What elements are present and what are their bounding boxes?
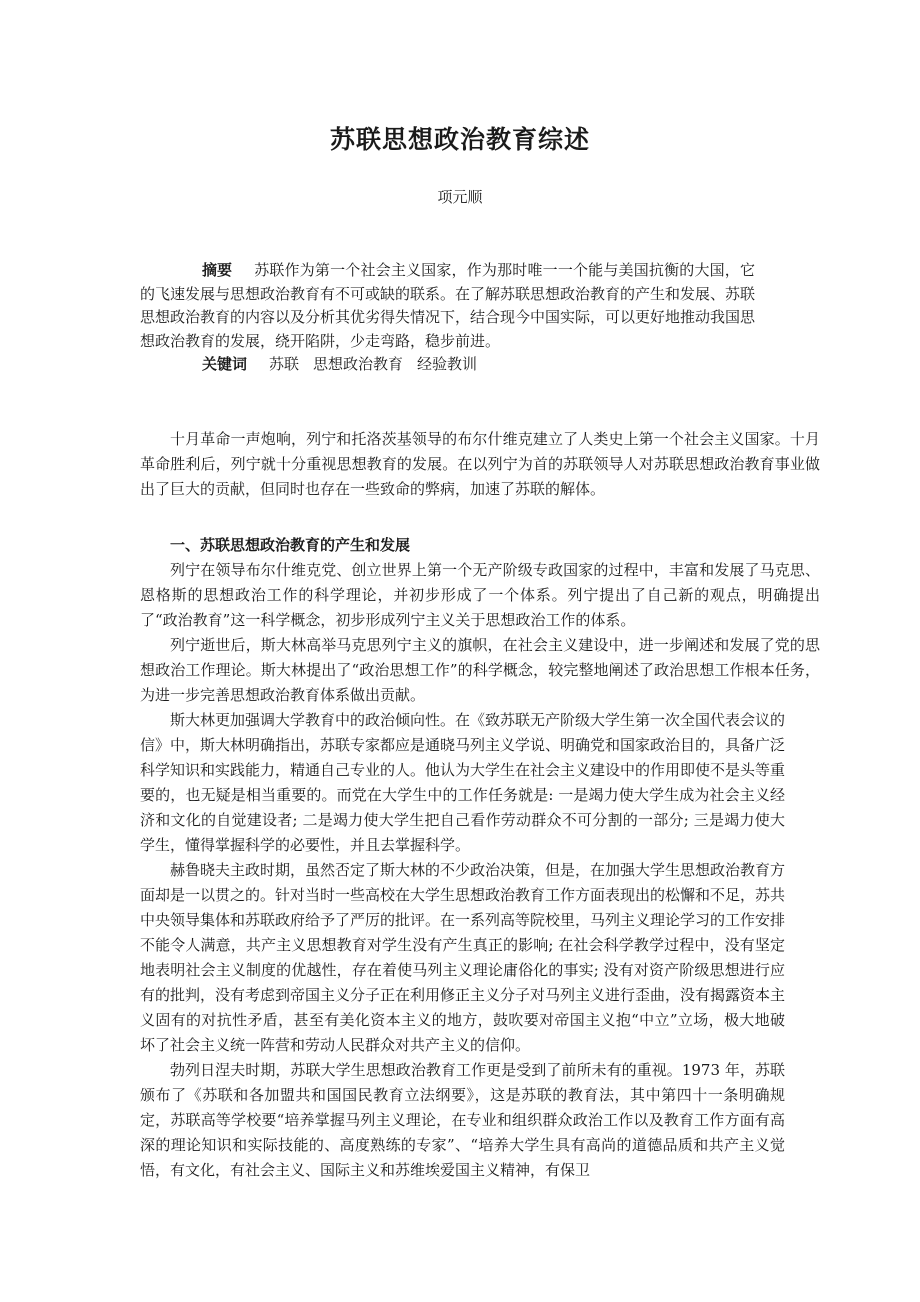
keywords-label: 关键词 <box>202 355 248 373</box>
keyword-item: 苏联 <box>269 355 300 373</box>
keyword-item: 经验教训 <box>417 355 478 373</box>
intro-paragraph: 十月革命一声炮响，列宁和托洛茨基领导的布尔什维克建立了人类史上第一个社会主义国家。十月革命胜利后，列宁就十分重视思想教育的发展。在以列宁为首的苏联领导人对苏联思想政治教育事业做出了巨大的贡献，但同时也存在一些致命的弊病，加速了苏联的解体。 <box>140 430 820 498</box>
body-paragraph: 列宁在领导布尔什维克党、创立世界上第一个无产阶级专政国家的过程中，丰富和发展了马克思、恩格斯的思想政治工作的科学理论，并初步形成了一个体系。列宁提出了自己新的观点，明确提出了“政治教育”这一科学概念，初步形成列宁主义关于思想政治工作的体系。 <box>140 561 820 629</box>
body-paragraph: 斯大林更加强调大学教育中的政治倾向性。在《致苏联无产阶级大学生第一次全国代表会议的信》中，斯大林明确指出，苏联专家都应是通晓马列主义学说、明确党和国家政治目的，具备广泛科学知识和实践能力，精通自己专业的人。他认为大学生在社会主义建设中的作用即使不是头等重要的，也无疑是相当重要的。而党在大学生中的工作任务就是: 一是竭力使大学生成为社会主义经济和文化的自觉建设者; 二是竭力使大学生把自己看作劳动群众不可分割的一部分; 三是竭力使大学生，懂得掌握科学的必要性，并且去掌握科学。 <box>140 711 786 854</box>
abstract-label: 摘要 <box>202 261 233 279</box>
keyword-item: 思想政治教育 <box>313 355 404 373</box>
abstract-text: 苏联作为第一个社会主义国家，作为那时唯一一个能与美国抗衡的大国，它的飞速发展与思想政治教育有不可或缺的联系。在了解苏联思想政治教育的产生和发展、苏联思想政治教育的内容以及分析其优劣得失情况下，结合现今中国实际，可以更好地推动我国思想政治教育的发展，绕开陷阱，少走弯路，稳步前进。 <box>140 261 756 350</box>
author-name: 项元顺 <box>437 188 483 206</box>
section-heading: 一、苏联思想政治教育的产生和发展 <box>170 536 411 554</box>
abstract-paragraph <box>140 259 755 353</box>
body-paragraph: 赫鲁晓夫主政时期，虽然否定了斯大林的不少政治决策，但是，在加强大学生思想政治教育方面却是一以贯之的。针对当时一些高校在大学生思想政治教育工作方面表现出的松懈和不足，苏共中央领导集体和苏联政府给予了严厉的批评。在一系列高等院校里，马列主义理论学习的工作安排不能令人满意，共产主义思想教育对学生没有产生真正的影响; 在社会科学教学过程中，没有坚定地表明社会主义制度的优越性，存在着使马列主义理论庸俗化的事实; 没有对资产阶级思想进行应有的批判，没有考虑到帝国主义分子正在利用修正主义分子对马列主义进行歪曲，没有揭露资本主义固有的对抗性矛盾，甚至有美化资本主义的地方，鼓吹要对帝国主义抱“中立”立场，极大地破坏了社会主义统一阵营和劳动人民群众对共产主义的信仰。 <box>140 861 786 1054</box>
document-title: 苏联思想政治教育综述 <box>329 125 590 154</box>
body-text <box>140 427 820 1183</box>
body-paragraph: 列宁逝世后，斯大林高举马克思列宁主义的旗帜，在社会主义建设中，进一步阐述和发展了党的思想政治工作理论。斯大林提出了“政治思想工作”的科学概念，较完整地阐述了政治思想工作根本任务，为进一步完善思想政治教育体系做出贡献。 <box>140 636 820 704</box>
body-paragraph: 勃列日涅夫时期，苏联大学生思想政治教育工作更是受到了前所未有的重视。1973 年，苏联颁布了《苏联和各加盟共和国国民教育立法纲要》，这是苏联的教育法，其中第四十一条明确规定，苏联高等学校要“培养掌握马列主义理论，在专业和组织群众政治工作以及教育工作方面有高深的理论知识和实际技能的、高度熟练的专家”、“培养大学生具有高尚的道德品质和共产主义觉悟，有文化，有社会主义、国际主义和苏维埃爱国主义精神，有保卫 <box>140 1061 785 1179</box>
keywords-line <box>140 353 755 377</box>
abstract-block <box>140 259 755 377</box>
